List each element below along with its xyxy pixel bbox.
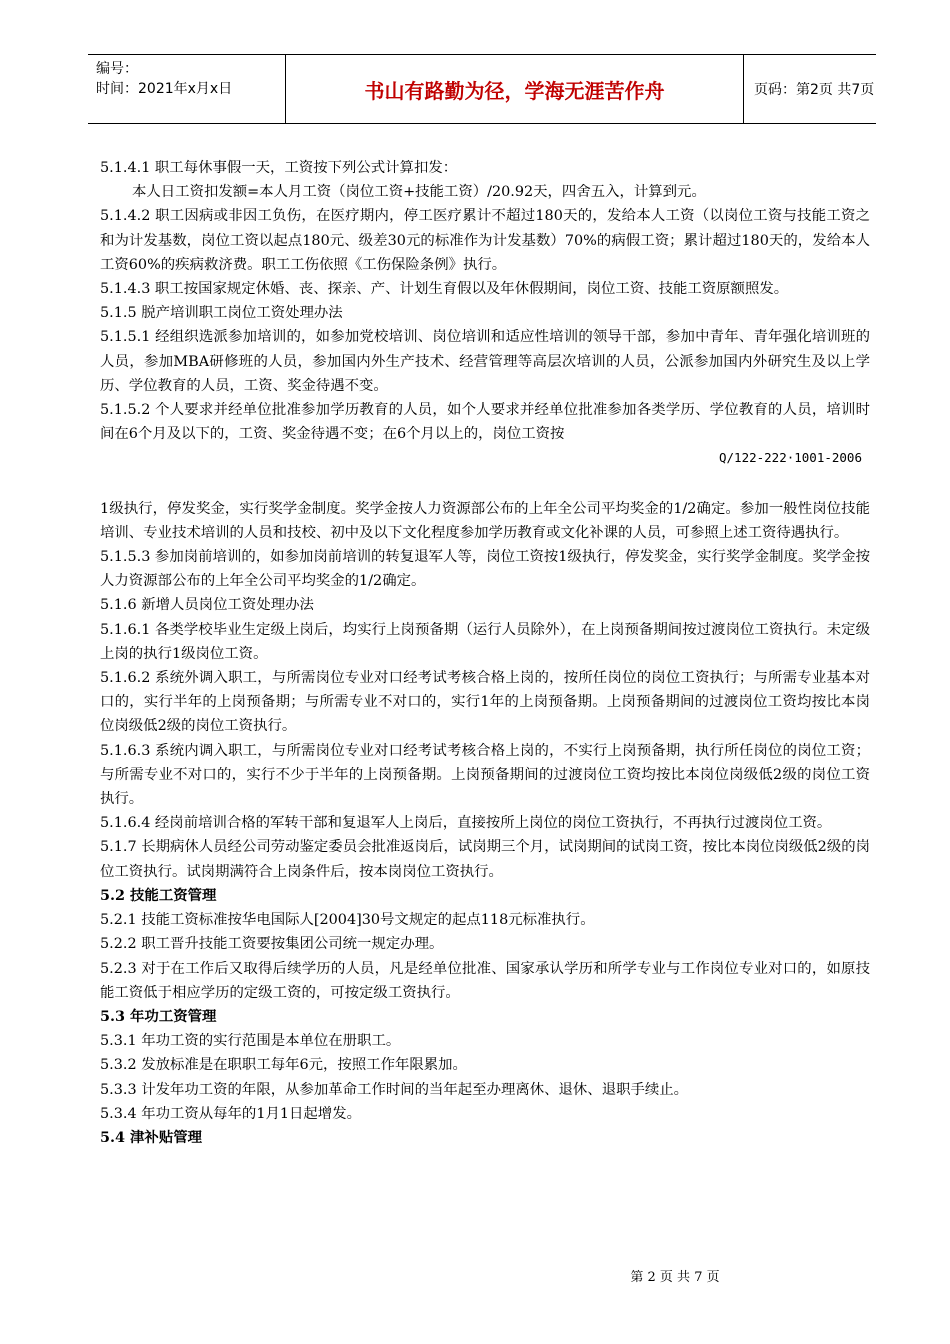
paragraph: 5.3.4 年功工资从每年的1月1日起增发。 bbox=[100, 1105, 361, 1122]
paragraph: 5.1.6.1 各类学校毕业生定级上岗后，均实行上岗预备期（运行人员除外），在上岗预备期间按过渡岗位工资执行。未定级上岗的执行1级岗位工资。 bbox=[100, 621, 870, 662]
paragraph: 5.1.4.3 职工按国家规定休婚、丧、探亲、产、计划生育假以及年休假期间，岗位工资、技能工资原额照发。 bbox=[100, 281, 789, 298]
header-page-label: 页码：第2页 共7页 bbox=[754, 82, 875, 98]
page-gap bbox=[100, 471, 870, 497]
formula-line: 本人日工资扣发额=本人月工资（岗位工资+技能工资）/20.92天，四舍五入，计算到元。 bbox=[132, 184, 706, 201]
paragraph: 5.3.2 发放标准是在职职工每年6元，按照工作年限累加。 bbox=[100, 1057, 467, 1074]
section-heading: 5.4 津补贴管理 bbox=[100, 1128, 202, 1146]
page-footer bbox=[0, 1266, 950, 1285]
paragraph: 5.2.1 技能工资标准按华电国际人[2004]30号文规定的起点118元标准执行。 bbox=[100, 912, 595, 929]
document-body bbox=[100, 156, 870, 1150]
section-heading: 5.1.5 脱产培训职工岗位工资处理办法 bbox=[100, 305, 343, 322]
document-number-label: 编号： bbox=[96, 61, 138, 77]
page-header bbox=[88, 54, 876, 124]
section-heading: 5.1.6 新增人员岗位工资处理办法 bbox=[100, 597, 314, 614]
header-slogan: 书山有路勤为径，学海无涯苦作舟 bbox=[286, 55, 744, 123]
paragraph: 5.1.6.3 系统内调入职工，与所需岗位专业对口经考试考核合格上岗的，不实行上岗预备期，执行所任岗位的岗位工资；与所需专业不对口的，实行不少于半年的上岗预备期。上岗预备期间的过渡岗位工资均按比本岗位岗级低2级的岗位工资执行。 bbox=[100, 742, 870, 808]
footer-page-number: 第 2 页 共 7 页 bbox=[630, 1270, 720, 1285]
paragraph: 5.2.2 职工晋升技能工资要按集团公司统一规定办理。 bbox=[100, 936, 444, 953]
paragraph: 5.1.5.3 参加岗前培训的，如参加岗前培训的转复退军人等，岗位工资按1级执行，停发奖金，实行奖学金制度。奖学金按人力资源部公布的上年全公司平均奖金的1/2确定。 bbox=[100, 549, 870, 590]
paragraph: 5.3.1 年功工资的实行范围是本单位在册职工。 bbox=[100, 1033, 401, 1050]
paragraph: 5.1.5.1 经组织选派参加培训的，如参加党校培训、岗位培训和适应性培训的领导干部，参加中青年、青年强化培训班的人员，参加MBA研修班的人员，参加国内外生产技术、经营管理等高层次培训的人员，公派参加国内外研究生及以上学历、学位教育的人员，工资、奖金待遇不变。 bbox=[100, 329, 870, 394]
paragraph: 5.1.7 长期病休人员经公司劳动鉴定委员会批准返岗后，试岗期三个月，试岗期间的试岗工资，按比本岗位岗级低2级的岗位工资执行。试岗期满符合上岗条件后，按本岗岗位工资执行。 bbox=[100, 839, 870, 880]
paragraph: 5.2.3 对于在工作后又取得后续学历的人员，凡是经单位批准、国家承认学历和所学专业与工作岗位专业对口的，如原技能工资低于相应学历的定级工资的，可按定级工资执行。 bbox=[100, 960, 870, 1001]
paragraph: 5.1.6.4 经岗前培训合格的军转干部和复退军人上岗后，直接按所上岗位的岗位工资执行，不再执行过渡岗位工资。 bbox=[100, 815, 832, 832]
section-heading: 5.3 年功工资管理 bbox=[100, 1007, 217, 1025]
header-info bbox=[88, 55, 286, 123]
paragraph: 5.1.4.1 职工每休事假一天，工资按下列公式计算扣发： bbox=[100, 160, 458, 176]
paragraph: 5.1.5.2 个人要求并经单位批准参加学历教育的人员，如个人要求并经单位批准参加各类学历、学位教育的人员，培训时间在6个月及以下的，工资、奖金待遇不变；在6个月以上的，岗位工资按 bbox=[100, 402, 870, 443]
paragraph: 1级执行，停发奖金，实行奖学金制度。奖学金按人力资源部公布的上年全公司平均奖金的1/2确定。参加一般性岗位技能培训、专业技术培训的人员和技校、初中及以下文化程度参加学历教育或文化补课的人员，可参照上述工资待遇执行。 bbox=[100, 500, 870, 541]
standard-code: Q/122-222·1001-2006 bbox=[719, 450, 862, 466]
paragraph: 5.3.3 计发年功工资的年限，从参加革命工作时间的当年起至办理离休、退休、退职手续止。 bbox=[100, 1081, 689, 1098]
section-heading: 5.2 技能工资管理 bbox=[100, 886, 217, 904]
document-date-label: 时间：2021年x月x日 bbox=[96, 81, 233, 97]
paragraph: 5.1.6.2 系统外调入职工，与所需岗位专业对口经考试考核合格上岗的，按所任岗位的岗位工资执行；与所需专业基本对口的，实行半年的上岗预备期；与所需专业不对口的，实行1年的上岗预备期。上岗预备期间的过渡岗位工资均按比本岗位岗级低2级的岗位工资执行。 bbox=[100, 670, 870, 735]
paragraph: 5.1.4.2 职工因病或非因工负伤，在医疗期内，停工医疗累计不超过180天的，发给本人工资（以岗位工资与技能工资之和为计发基数，岗位工资以起点180元、级差30元的标准作为计发基数）70%的病假工资；累计超过180天的，发给本人工资60%的疾病救济费。职工工伤依照《工伤保险条例》执行。 bbox=[100, 208, 870, 273]
